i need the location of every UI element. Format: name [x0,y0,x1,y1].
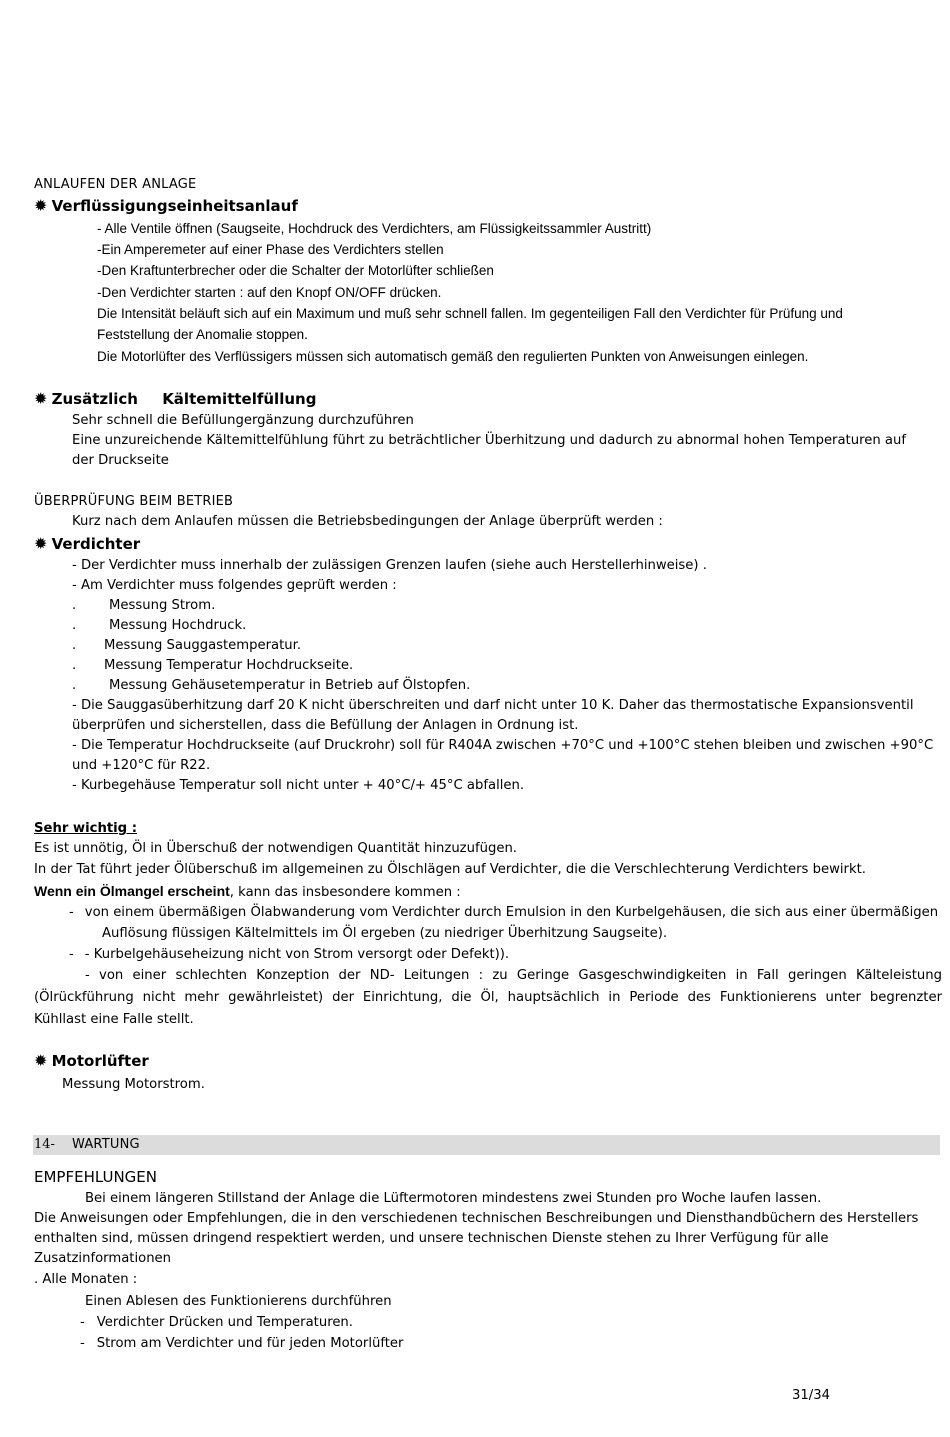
important-line: Es ist unnötig, Öl in Überschuß der notwendigen Quantität hinzuzufügen. [34,841,517,856]
startup-step: -Den Verdichter starten : auf den Knopf ON/OFF drücken. [97,285,442,300]
cause-item-cont: Kühllast eine Falle stellt. [34,1012,194,1027]
section-title-maintenance: WARTUNG [72,1137,140,1152]
monthly-item: - Verdichter Drücken und Temperaturen. [80,1315,353,1330]
check-intro: Kurz nach dem Anlaufen müssen die Betriebsbedingungen der Anlage überprüft werden : [72,514,663,529]
cause-item-cont: (Ölrückführung nicht mehr gewährleistet) der Einrichtung, die Öl, hauptsächlich in Periode des Funktionierens unter begrenzter [34,990,942,1005]
monthly-item: - Strom am Verdichter und für jeden Motorlüfter [80,1336,404,1351]
subsection-compressor [34,535,140,555]
important-emphasis: Wenn ein Ölmangel erscheint [34,883,230,899]
fill-line: der Druckseite [72,453,169,468]
monthly-intro: Einen Ablesen des Funktionierens durchführen [85,1294,392,1309]
important-title: Sehr wichtig : [34,821,137,836]
subsection-condensing-unit-start [34,197,298,217]
cause-item: - von einer schlechten Konzeption der ND- Leitungen : zu Geringe Gasgeschwindigkeiten in Fall geringen Kälteleistung [85,968,942,983]
important-line: In der Tat führt jeder Ölüberschuß im allgemeinen zu Ölschlägen auf Verdichter, die die Verschlechterung Verdichters bewirkt. [34,862,866,877]
measure-item: . Messung Hochdruck. [72,618,247,633]
subsection-title: Motorlüfter [51,1052,149,1070]
measure-item: . Messung Sauggastemperatur. [72,638,302,653]
check-line: - Am Verdichter muss folgendes geprüft werden : [72,578,397,593]
subsection-title: Verflüssigungseinheitsanlauf [51,197,298,215]
check-note: und +120°C für R22. [72,758,211,773]
section-number: 14- [34,1137,55,1152]
startup-step: Die Motorlüfter des Verflüssigers müssen sich automatisch gemäß den regulierten Punkten von Anweisungen einlegen. [97,349,809,364]
subsection-title-a: Zusätzlich [51,390,138,408]
check-note: - Die Sauggasüberhitzung darf 20 K nicht überschreiten und darf nicht unter 10 K. Daher das thermostatische Expansionsventil [72,698,914,713]
important-rest: , kann das insbesondere kommen : [229,885,461,900]
check-note: überprüfen und sicherstellen, dass die Befüllung der Anlagen in Ordnung ist. [72,718,579,733]
fill-line: Sehr schnell die Befüllungergänzung durchzuführen [72,413,414,428]
fill-line: Eine unzureichende Kältemittelfühlung führt zu beträchtlicher Überhitzung und dadurch zu abnormal hohen Temperaturen auf [72,433,906,448]
cause-item-cont: Auflösung flüssigen Kältelmittels im Öl ergeben (zu niedriger Überhitzung Saugseite). [102,926,668,941]
subsection-title-b: Kältemittelfüllung [162,390,317,408]
subsection-refrigerant-fill [34,390,316,410]
section-heading-operation-check: ÜBERPRÜFUNG BEIM BETRIEB [34,494,234,509]
maintenance-line: Zusatzinformationen [34,1251,172,1266]
measure-item: . Messung Strom. [72,598,216,613]
bullet-icon: ✹ [34,534,48,553]
startup-step: Feststellung der Anomalie stoppen. [97,327,308,342]
subsection-fan-motor [34,1052,149,1072]
fan-line: Messung Motorstrom. [62,1077,205,1092]
bullet-icon: ✹ [34,196,48,215]
maintenance-line: Die Anweisungen oder Empfehlungen, die in den verschiedenen technischen Beschreibungen und Diensthandbüchern des Herstellers [34,1211,919,1226]
check-note: - Die Temperatur Hochdruckseite (auf Druckrohr) soll für R404A zwischen +70°C und +100°C stehen bleiben und zwischen +90°C [72,738,934,753]
important-line [34,882,461,902]
bullet-icon: ✹ [34,1051,48,1070]
maintenance-line: enthalten sind, müssen dringend respektiert werden, und unsere technischen Dienste stehen zu Ihrer Verfügung für alle [34,1231,829,1246]
page-number: 31/34 [792,1388,831,1403]
check-line: - Der Verdichter muss innerhalb der zulässigen Grenzen laufen (siehe auch Herstellerhinweise) . [72,558,707,573]
startup-step: - Alle Ventile öffnen (Saugseite, Hochdruck des Verdichters, am Flüssigkeitssammler Austritt) [97,221,652,236]
startup-step: -Ein Amperemeter auf einer Phase des Verdichters stellen [97,242,444,257]
measure-item: . Messung Gehäusetemperatur in Betrieb auf Ölstopfen. [72,678,471,693]
section-heading-startup: ANLAUFEN DER ANLAGE [34,177,197,192]
startup-step: -Den Kraftunterbrecher oder die Schalter der Motorlüfter schließen [97,263,494,278]
check-note: - Kurbegehäuse Temperatur soll nicht unter + 40°C/+ 45°C abfallen. [72,778,525,793]
bullet-icon: ✹ [34,389,48,408]
startup-step: Die Intensität beläuft sich auf ein Maximum und muß sehr schnell fallen. Im gegenteiligen Fall den Verdichter für Prüfung und [97,306,843,321]
section-bar-maintenance [33,1135,940,1155]
subsection-title: Verdichter [51,535,141,553]
maintenance-line: Bei einem längeren Stillstand der Anlage die Lüftermotoren mindestens zwei Stunden pro Woche laufen lassen. [85,1191,822,1206]
recommendations-heading: EMPFEHLUNGEN [34,1168,157,1186]
cause-item: - von einem übermäßigen Ölabwanderung vom Verdichter durch Emulsion in den Kurbelgehäusen, die sich aus einer übermäßigen [69,905,939,920]
measure-item: . Messung Temperatur Hochdruckseite. [72,658,354,673]
monthly-heading: . Alle Monaten : [34,1272,138,1287]
cause-item: - - Kurbelgehäuseheizung nicht von Strom versorgt oder Defekt)). [69,947,510,962]
